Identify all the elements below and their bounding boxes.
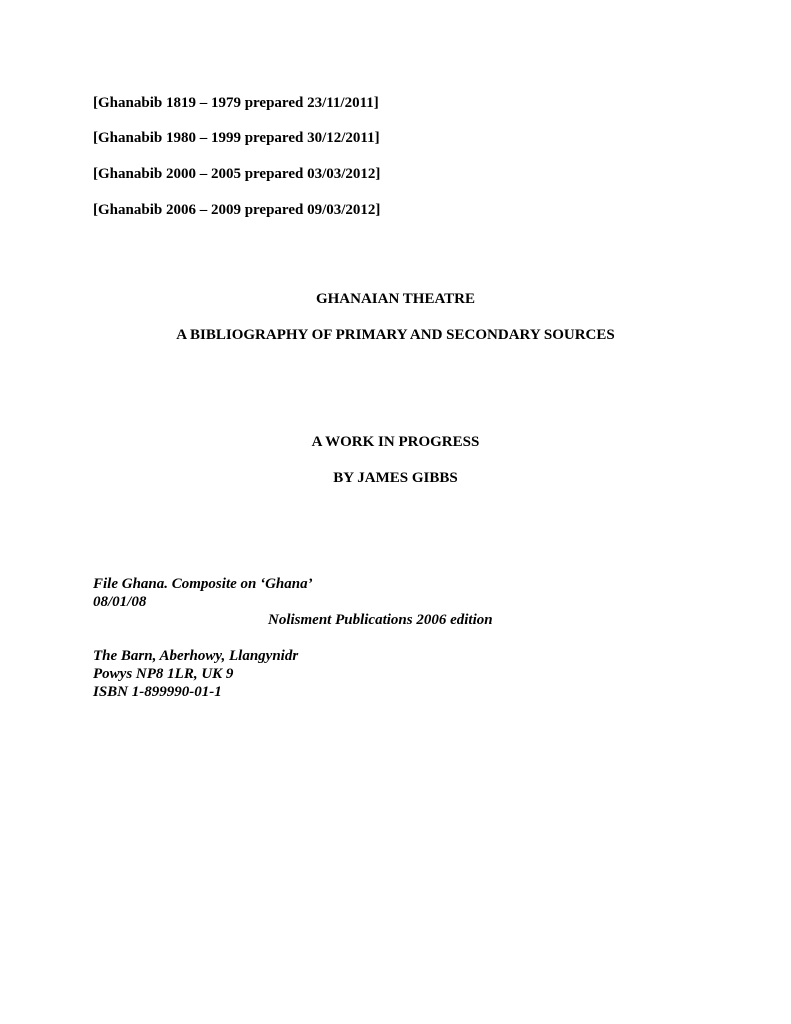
header-line-1: [Ghanabib 1819 – 1979 prepared 23/11/2011]	[93, 95, 379, 111]
publisher-line: Nolisment Publications 2006 edition	[268, 612, 493, 628]
file-date: 08/01/08	[93, 594, 147, 610]
address-line-1: The Barn, Aberhowy, Llangynidr	[93, 648, 299, 664]
isbn-line: ISBN 1-899990-01-1	[93, 684, 222, 700]
author-line: BY JAMES GIBBS	[333, 470, 458, 486]
file-info-line: File Ghana. Composite on ‘Ghana’	[93, 576, 313, 592]
header-line-3: [Ghanabib 2000 – 2005 prepared 03/03/2012]	[93, 166, 381, 182]
header-line-2: [Ghanabib 1980 – 1999 prepared 30/12/2011]	[93, 130, 380, 146]
document-subtitle: A BIBLIOGRAPHY OF PRIMARY AND SECONDARY SOURCES	[176, 327, 615, 343]
header-line-4: [Ghanabib 2006 – 2009 prepared 09/03/2012]	[93, 202, 381, 218]
document-title: GHANAIAN THEATRE	[315, 291, 476, 307]
work-in-progress-label: A WORK IN PROGRESS	[311, 434, 480, 450]
address-line-2: Powys NP8 1LR, UK 9	[93, 666, 234, 682]
